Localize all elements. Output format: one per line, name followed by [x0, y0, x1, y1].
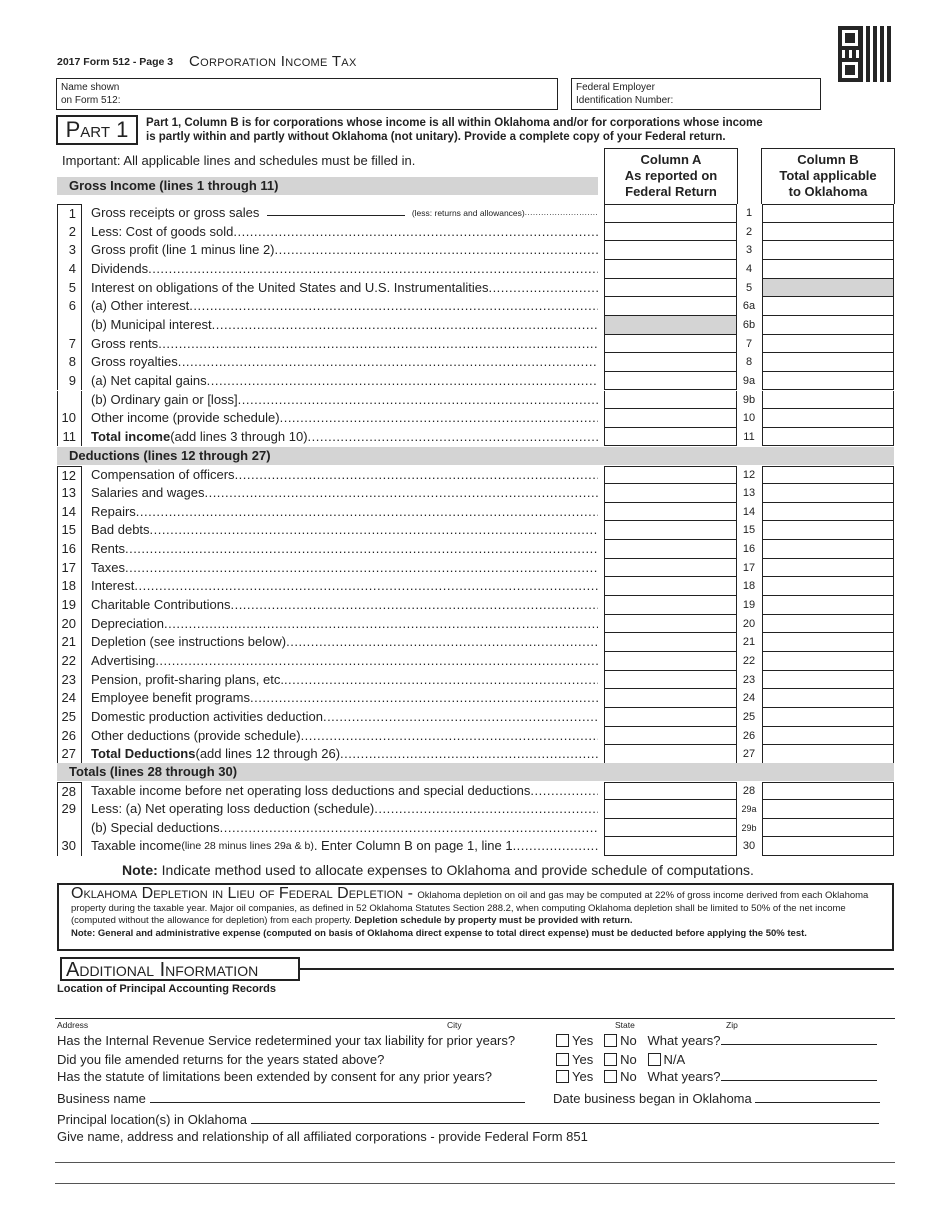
line-number: [57, 391, 82, 410]
depletion-title: Oklahoma Depletion in Lieu of Federal Depletion -: [71, 885, 418, 902]
line-description: Less: (a) Net operating loss deduction (schedule) .....: [91, 800, 598, 818]
column-b-field[interactable]: [762, 353, 894, 372]
line-ref: 22: [742, 655, 756, 667]
affiliated-label: Give name, address and relationship of all affiliated corporations - provide Federal Form 851: [57, 1129, 588, 1144]
line-row: [57, 260, 894, 279]
line-row: [57, 409, 894, 428]
line-description: Total Deductions (add lines 12 through 26) .....: [91, 745, 598, 763]
line-number: 2: [57, 223, 82, 242]
line-description: Rents .....: [91, 540, 598, 558]
line-ref: 17: [742, 561, 756, 574]
line-row: [57, 819, 894, 838]
q1-years-field[interactable]: [721, 1044, 877, 1045]
column-a-field[interactable]: [604, 409, 737, 428]
line-ref: 25: [742, 710, 756, 723]
column-a-field[interactable]: [604, 241, 737, 260]
line-number: 7: [57, 335, 82, 354]
section-header: Deductions (lines 12 through 27): [57, 447, 894, 465]
column-b-field[interactable]: [762, 782, 894, 801]
line-description: Taxes .....: [91, 559, 598, 577]
line-number: 11: [57, 428, 82, 447]
line-number: 28: [57, 782, 82, 801]
column-a-field[interactable]: [604, 428, 737, 447]
line-row: [57, 335, 894, 354]
line-description: Dividends .....: [91, 260, 598, 278]
line-description: Total income (add lines 3 through 10) .....: [91, 428, 598, 446]
part1-text-2: is partly within and partly without Oklahoma (not unitary). Provide a complete copy of your Federal return.: [146, 131, 726, 143]
address-line[interactable]: [55, 1018, 895, 1019]
line-description: Taxable income before net operating loss deductions and special deductions .....: [91, 782, 598, 800]
column-a-field[interactable]: [604, 353, 737, 372]
gross-receipts-field[interactable]: [267, 204, 405, 216]
line-row: [57, 689, 894, 708]
column-a-field[interactable]: [604, 652, 737, 671]
line-description: Advertising .....: [91, 652, 598, 670]
location-label: Location of Principal Accounting Records: [57, 983, 277, 995]
line-number: 22: [57, 652, 82, 671]
line-description: Gross royalties .....: [91, 353, 598, 371]
line-description: Gross receipts or gross sales (less: returns and allowances) .....: [91, 204, 598, 222]
column-b-field[interactable]: [762, 409, 894, 428]
column-a-field[interactable]: [604, 689, 737, 708]
line-description: (b) Ordinary gain or [loss] .....: [91, 391, 598, 409]
column-b-field[interactable]: [762, 819, 894, 838]
column-a-field[interactable]: [604, 800, 737, 819]
line-ref: 16: [742, 543, 756, 556]
city-label: City: [447, 1020, 462, 1030]
line-number: 26: [57, 727, 82, 746]
line-row: [57, 297, 894, 316]
line-ref: 4: [745, 262, 753, 275]
line-number: 15: [57, 521, 82, 540]
line-ref: 29b: [741, 822, 757, 833]
question-statute: Has the statute of limitations been extended by consent for any prior years?: [57, 1069, 493, 1084]
column-b-field[interactable]: [762, 745, 894, 764]
line-number: 13: [57, 484, 82, 503]
line-ref: 27: [742, 748, 756, 761]
column-b-field[interactable]: [762, 577, 894, 596]
column-b-field[interactable]: [762, 503, 894, 522]
line-row: [57, 577, 894, 596]
line-row: [57, 391, 894, 410]
form-title: Corporation Income Tax: [189, 53, 357, 70]
affiliated-line-1[interactable]: [55, 1162, 895, 1163]
line-row: [57, 615, 894, 634]
column-a-field[interactable]: [604, 819, 737, 838]
section-header: Gross Income (lines 1 through 11): [57, 177, 598, 195]
column-a-field[interactable]: [604, 727, 737, 746]
line-description: (b) Special deductions .....: [91, 819, 598, 837]
line-description: Salaries and wages .....: [91, 484, 598, 502]
column-b-field[interactable]: [762, 727, 894, 746]
line-row: [57, 428, 894, 447]
line-number: 23: [57, 671, 82, 690]
line-description: Pension, profit-sharing plans, etc. .....: [91, 671, 598, 689]
line-number: 10: [57, 409, 82, 428]
column-b-field[interactable]: [762, 223, 894, 242]
line-number: 14: [57, 503, 82, 522]
line-number: 27: [57, 745, 82, 764]
column-a-field[interactable]: [604, 782, 737, 801]
line-number: 12: [57, 466, 82, 485]
line-number: 21: [57, 633, 82, 652]
q2-na-checkbox[interactable]: [648, 1053, 661, 1066]
column-a-field[interactable]: [604, 577, 737, 596]
form-page-label: 2017 Form 512 - Page 3: [57, 56, 174, 68]
line-number: 1: [57, 204, 82, 223]
column-a-field[interactable]: [604, 466, 737, 485]
column-a-field: [604, 316, 737, 335]
column-b-field[interactable]: [762, 260, 894, 279]
column-b-field[interactable]: [762, 800, 894, 819]
important-note: Important: All applicable lines and schedules must be filled in.: [62, 153, 416, 168]
line-number: 9: [57, 372, 82, 391]
line-row: [57, 727, 894, 746]
column-a-field[interactable]: [604, 837, 737, 856]
column-b-field[interactable]: [762, 204, 894, 223]
line-description: Gross rents .....: [91, 335, 598, 353]
line-description: Taxable income (line 28 minus lines 29a & b) . Enter Column B on page 1, line 1 .....: [91, 837, 598, 855]
column-a-field[interactable]: [604, 391, 737, 410]
column-b-field[interactable]: [762, 837, 894, 856]
line-number: 24: [57, 689, 82, 708]
line-ref: 1: [745, 207, 753, 219]
line-description: Employee benefit programs .....: [91, 689, 598, 707]
column-b-field[interactable]: [762, 521, 894, 540]
name-field[interactable]: [56, 78, 558, 110]
column-b-field[interactable]: [762, 466, 894, 485]
line-ref: 29a: [741, 804, 757, 815]
line-number: 16: [57, 540, 82, 559]
fein-field[interactable]: [571, 78, 821, 110]
column-b-field[interactable]: [762, 484, 894, 503]
line-row: [57, 484, 894, 503]
line-ref: 24: [742, 692, 756, 705]
column-b-field[interactable]: [762, 596, 894, 615]
line-row: [57, 671, 894, 690]
part1-label: Part 1: [56, 115, 138, 145]
line-ref: 9a: [742, 374, 756, 387]
line-description: (b) Municipal interest .....: [91, 316, 598, 334]
line-ref: 7: [745, 337, 753, 350]
date-began-label: Date business began in Oklahoma: [553, 1091, 752, 1106]
column-b-field[interactable]: [762, 428, 894, 447]
line-ref: 11: [743, 430, 755, 443]
line-description: Depletion (see instructions below) .....: [91, 633, 598, 651]
name-label-2: on Form 512:: [61, 95, 121, 106]
line-description: Domestic production activities deduction .....: [91, 708, 598, 726]
line-row: [57, 223, 894, 242]
principal-location-field[interactable]: [251, 1123, 879, 1124]
q3-no-checkbox[interactable]: [604, 1070, 617, 1083]
line-ref: 30: [742, 840, 756, 853]
line-ref: 12: [742, 468, 756, 481]
column-b-field[interactable]: [762, 559, 894, 578]
q1-no-checkbox[interactable]: [604, 1034, 617, 1047]
business-name-label: Business name: [57, 1091, 146, 1106]
line-row: [57, 596, 894, 615]
line-number: 5: [57, 279, 82, 298]
line-ref: 3: [745, 244, 753, 257]
state-label: State: [615, 1020, 635, 1030]
line-ref: 8: [745, 356, 753, 369]
line-row: [57, 800, 894, 819]
affiliated-line-2[interactable]: [55, 1183, 895, 1184]
line-description: Interest on obligations of the United States and U.S. Instrumentalities .....: [91, 279, 598, 297]
line-ref: 6a: [742, 300, 756, 313]
additional-info-title: Additional Information: [60, 957, 300, 981]
line-description: Depreciation .....: [91, 615, 598, 633]
line-number: 6: [57, 297, 82, 316]
column-b-field[interactable]: [762, 241, 894, 260]
column-a-field[interactable]: [604, 540, 737, 559]
line-ref: 15: [742, 524, 756, 537]
line-ref: 14: [742, 505, 756, 518]
line-number: 4: [57, 260, 82, 279]
column-b-field[interactable]: [762, 335, 894, 354]
line-ref: 10: [742, 412, 756, 425]
line-number: [57, 819, 82, 838]
q3-years-field[interactable]: [721, 1080, 877, 1081]
line-description: (a) Other interest .....: [91, 297, 598, 315]
line-number: 17: [57, 559, 82, 578]
line-description: Less: Cost of goods sold .....: [91, 223, 598, 241]
line-description: Interest .....: [91, 577, 598, 595]
business-name-field[interactable]: [150, 1102, 525, 1103]
line-ref: 28: [742, 784, 756, 797]
line-number: 18: [57, 577, 82, 596]
line-row: [57, 204, 894, 223]
q2-no-checkbox[interactable]: [604, 1053, 617, 1066]
line-description: Compensation of officers .....: [91, 466, 598, 484]
line-row: [57, 633, 894, 652]
q3-yes-checkbox[interactable]: [556, 1070, 569, 1083]
allocation-note: Note: Indicate method used to allocate expenses to Oklahoma and provide schedule of computations.: [122, 862, 754, 878]
principal-location-label: Principal location(s) in Oklahoma: [57, 1112, 248, 1127]
line-row: [57, 503, 894, 522]
column-a-field[interactable]: [604, 204, 737, 223]
line-row: [57, 540, 894, 559]
line-number: 29: [57, 800, 82, 819]
line-description: Gross profit (line 1 minus line 2) .....: [91, 241, 598, 259]
column-b-field[interactable]: [762, 297, 894, 316]
column-a-field[interactable]: [604, 745, 737, 764]
column-a-header: Column A As reported on Federal Return: [604, 148, 738, 204]
column-a-field[interactable]: [604, 297, 737, 316]
line-row: [57, 652, 894, 671]
line-row: [57, 279, 894, 298]
line-row: [57, 559, 894, 578]
line-number: 3: [57, 241, 82, 260]
column-b-field[interactable]: [762, 391, 894, 410]
column-b-field: [762, 279, 894, 298]
line-ref: 6b: [742, 318, 756, 331]
line-ref: 9b: [742, 393, 756, 406]
line-ref: 20: [742, 617, 756, 630]
q1-yes-checkbox[interactable]: [556, 1034, 569, 1047]
column-b-field[interactable]: [762, 652, 894, 671]
line-description: Charitable Contributions .....: [91, 596, 598, 614]
line-ref: 18: [742, 580, 756, 593]
column-b-field[interactable]: [762, 708, 894, 727]
date-began-field[interactable]: [755, 1102, 880, 1103]
question-amended: Did you file amended returns for the years stated above?: [57, 1052, 385, 1067]
line-row: [57, 708, 894, 727]
line-row: [57, 353, 894, 372]
column-b-field[interactable]: [762, 372, 894, 391]
line-row: [57, 837, 894, 856]
column-b-field[interactable]: [762, 671, 894, 690]
line-row: [57, 466, 894, 485]
line-number: 8: [57, 353, 82, 372]
column-a-field[interactable]: [604, 372, 737, 391]
line-description: Repairs .....: [91, 503, 598, 521]
part1-text: Part 1, Column B is for corporations whose income is all within Oklahoma and/or for corporations whose income: [146, 117, 763, 129]
column-b-field[interactable]: [762, 633, 894, 652]
column-a-field[interactable]: [604, 708, 737, 727]
question-irs: Has the Internal Revenue Service redetermined your tax liability for prior years?: [57, 1033, 516, 1048]
line-description: Bad debts .....: [91, 521, 598, 539]
line-description: Other income (provide schedule) .....: [91, 409, 598, 427]
line-number: 25: [57, 708, 82, 727]
line-ref: 5: [745, 281, 753, 294]
column-b-field[interactable]: [762, 689, 894, 708]
fein-label: Federal Employer: [576, 82, 655, 93]
fein-label-2: Identification Number:: [576, 95, 674, 106]
line-row: [57, 316, 894, 335]
line-number: 19: [57, 596, 82, 615]
line-row: [57, 372, 894, 391]
column-b-field[interactable]: [762, 615, 894, 634]
column-a-field[interactable]: [604, 633, 737, 652]
column-a-field[interactable]: [604, 615, 737, 634]
line-ref: 19: [742, 599, 756, 612]
line-number: [57, 316, 82, 335]
column-a-field[interactable]: [604, 596, 737, 615]
line-ref: 26: [742, 729, 756, 742]
depletion-box: Oklahoma Depletion in Lieu of Federal Depletion - Oklahoma depletion on oil and gas may be computed at 22% of gross income derived from each Oklahoma property during the taxable year. Major oil companies, as defined in 52 Oklahoma Statutes Section 288.2, when computing Oklahoma depletion shall be limited to 50% of the net income (computed without the allowance for depletion) from each property. Depletion schedule by property must be provided with return. Note: General and administrative expense (computed on basis of Oklahoma direct expense to total direct expense) must be deducted before applying the 50% test.: [57, 883, 894, 951]
column-a-field[interactable]: [604, 223, 737, 242]
column-a-field[interactable]: [604, 260, 737, 279]
column-b-field[interactable]: [762, 540, 894, 559]
line-number: 20: [57, 615, 82, 634]
line-ref: 2: [745, 225, 753, 238]
column-b-field[interactable]: [762, 316, 894, 335]
column-a-field[interactable]: [604, 521, 737, 540]
line-ref: 21: [742, 636, 756, 649]
line-row: [57, 521, 894, 540]
line-description: (a) Net capital gains .....: [91, 372, 598, 390]
q2-yes-checkbox[interactable]: [556, 1053, 569, 1066]
line-row: [57, 745, 894, 764]
line-row: [57, 782, 894, 801]
column-a-field[interactable]: [604, 503, 737, 522]
line-number: 30: [57, 837, 82, 856]
zip-label: Zip: [726, 1020, 738, 1030]
column-b-header: Column B Total applicable to Oklahoma: [761, 148, 895, 204]
qr-code: [838, 26, 894, 82]
column-a-field[interactable]: [604, 671, 737, 690]
column-a-field[interactable]: [604, 559, 737, 578]
address-label: Address: [57, 1020, 89, 1030]
line-row: [57, 241, 894, 260]
line-ref: 13: [742, 487, 756, 500]
line-description: Other deductions (provide schedule) .....: [91, 727, 598, 745]
column-a-field[interactable]: [604, 335, 737, 354]
column-a-field[interactable]: [604, 484, 737, 503]
section-header: Totals (lines 28 through 30): [57, 763, 894, 781]
name-label: Name shown: [61, 82, 120, 93]
line-ref: 23: [742, 673, 756, 686]
column-a-field[interactable]: [604, 279, 737, 298]
